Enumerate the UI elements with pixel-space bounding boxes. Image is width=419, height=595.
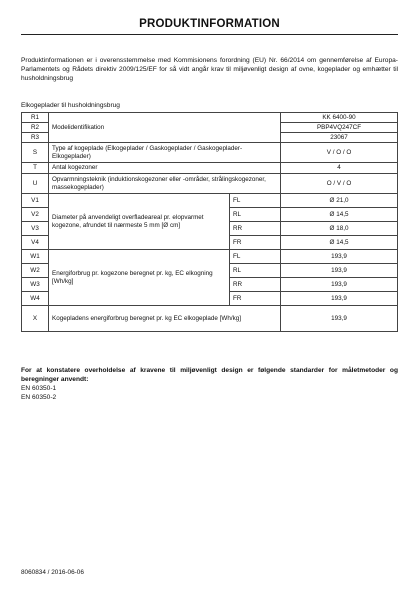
row-code: X [22,306,49,332]
row-code: W2 [22,264,49,278]
zone-position: RR [230,222,281,236]
row-value: 193,9 [281,292,398,306]
page-title: PRODUKTINFORMATION [139,18,280,30]
conformity-section [21,366,398,402]
row-value: 193,9 [281,278,398,292]
table-row [22,174,398,194]
row-code: R1 [22,113,49,123]
spec-table [21,112,398,332]
row-code: W1 [22,250,49,264]
row-value: Ø 21,0 [281,194,398,208]
row-description: Type af kogeplade (Elkogeplader / Gaskogeplader / Gaskogeplader-Elkogeplader) [49,143,281,163]
table-row [22,194,398,208]
document-code: 8060834 / 2016-06-06 [21,569,84,576]
row-code: R3 [22,133,49,143]
row-value: KK 6400-90 [281,113,398,123]
zone-position: RL [230,208,281,222]
row-description: Kogepladens energiforbrug beregnet pr. kg EC elkogeplade [Wh/kg] [49,306,281,332]
row-value: PBP4VQ247CF [281,123,398,133]
table-row [22,163,398,174]
row-description: Diameter på anvendeligt overfladeareal pr. elopvarmet kogezone, afrundet til nærmeste 5 mm [Ø cm] [49,194,230,250]
table-row [22,250,398,264]
row-description: Opvarmningsteknik (induktionskogezoner eller -områder, strålingskogezoner, massekogeplader) [49,174,281,194]
row-value: V / O / O [281,143,398,163]
row-value: Ø 14,5 [281,236,398,250]
row-value: Ø 18,0 [281,222,398,236]
row-value: 4 [281,163,398,174]
standard-item: EN 60350-1 [21,385,57,392]
conformity-heading: For at konstatere overholdelse af kravene til miljøvenligt design er følgende standarder for måletmetoder og beregninger anvendt: [21,367,398,383]
zone-position: FR [230,292,281,306]
zone-position: FL [230,250,281,264]
zone-position: FL [230,194,281,208]
row-code: V3 [22,222,49,236]
zone-position: FR [230,236,281,250]
row-value: Ø 14,5 [281,208,398,222]
row-code: V1 [22,194,49,208]
table-row [22,143,398,163]
table-row [22,113,398,123]
zone-position: RR [230,278,281,292]
intro-paragraph: Produktinformationen er i overensstemmelse med Kommisionens forordning (EU) Nr. 66/2014 om gennemførelse af Europa-Parlamentets og Rådets direktiv 2009/125/EF for så vidt angår krav til miljøvenligt design af ovne, kogeplader og emhætter til husholdningsbrug [21,57,398,83]
row-value: O / V / O [281,174,398,194]
table-title: Elkogeplader til husholdningsbrug [21,102,120,109]
row-code: V4 [22,236,49,250]
row-code: T [22,163,49,174]
title-block [21,18,398,35]
table-row [22,306,398,332]
zone-position: RL [230,264,281,278]
row-description: Energiforbrug pr. kogezone beregnet pr. kg, EC elkogning [Wh/kg] [49,250,230,306]
row-description: Modelidentifikation [49,113,281,143]
row-value: 193,9 [281,264,398,278]
row-code: V2 [22,208,49,222]
row-value: 23067 [281,133,398,143]
standard-item: EN 60350-2 [21,394,57,401]
row-code: U [22,174,49,194]
row-value: 193,9 [281,306,398,332]
row-code: W3 [22,278,49,292]
row-value: 193,9 [281,250,398,264]
row-code: S [22,143,49,163]
row-code: R2 [22,123,49,133]
row-description: Antal kogezoner [49,163,281,174]
row-code: W4 [22,292,49,306]
